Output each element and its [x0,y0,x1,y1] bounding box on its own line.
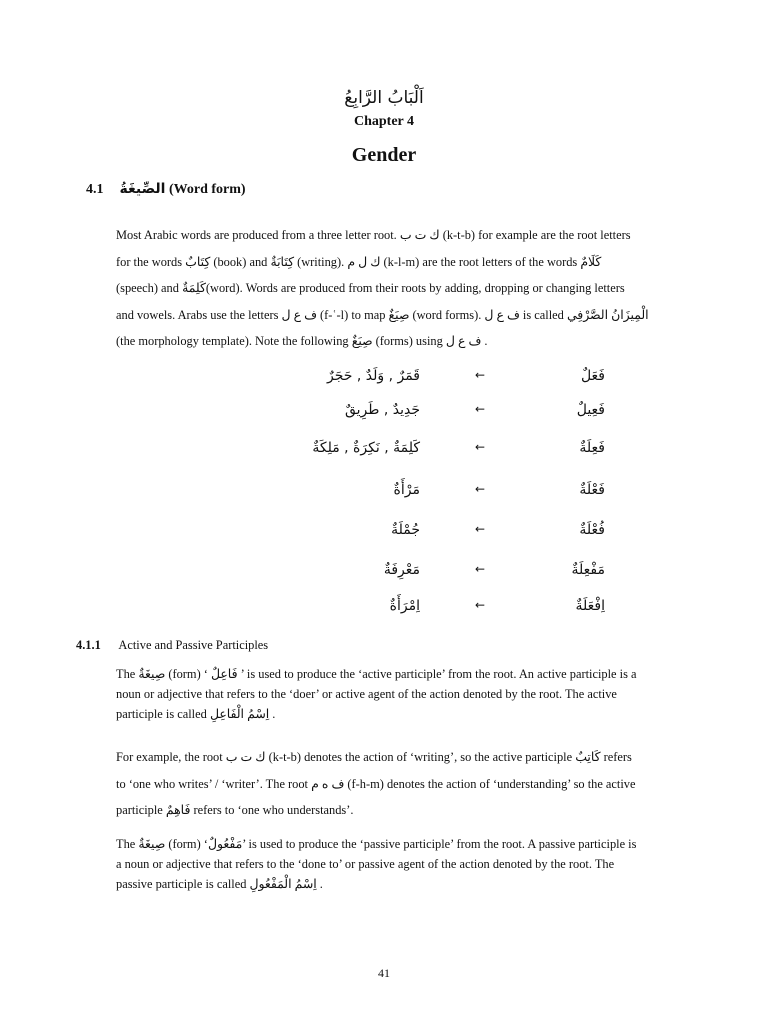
paragraph-line: passive participle is called اِسْمُ الْمَفْعُولِ . [116,877,323,891]
paragraph-line: The صِيغَةٌ (form) ‘ فَاعِلٌ ’ is used to produce the ‘active participle’ from the root. An active participle is a [116,667,637,681]
paragraph-line: Most Arabic words are produced from a three letter root. ك ت ب (k-t-b) for example are the root letters [116,228,631,242]
form-examples: قَمَرٌ , وَلَدٌ , حَجَرٌ [326,368,420,384]
form-examples: اِمْرَأَةٌ [389,598,420,614]
section-english-title: (Word form) [168,182,246,197]
table-row [0,562,768,586]
left-arrow-icon: ← [474,368,486,382]
table-row [0,368,768,392]
left-arrow-icon: ← [474,482,486,496]
left-arrow-icon: ← [474,562,486,576]
form-examples: مَرْأَةٌ [393,482,420,498]
left-arrow-icon: ← [474,522,486,536]
paragraph-line: for the words كِتَابٌ (book) and كِتَابَةٌ (writing). ك ل م (k-l-m) are the root letters of the words كَلَامٌ [116,254,602,269]
section-heading [86,181,246,198]
paragraph-line: The صِيغَةٌ (form) ‘مَفْعُولٌ’ is used to produce the ‘passive participle’ from the root. A passive participle is [116,837,637,851]
paragraph-line: For example, the root ك ت ب (k-t-b) denotes the action of ‘writing’, so the active participle كَاتِبٌ refers [116,750,632,764]
arabic-chapter-title: اَلْبَابُ الرَّابِعُ [344,88,424,108]
section-number: 4.1 [86,182,104,197]
paragraph-line: and vowels. Arabs use the letters ف ع ل (f-ʿ-l) to map صِيَغٌ (word forms). ف ع ل is called الْمِيزَانُ الصَّرْفِي [116,307,649,322]
passive-participle-paragraph [116,834,654,894]
form-examples: جَدِيدٌ , طَرِيقٌ [344,402,420,418]
form-pattern: فُعْلَةٌ [579,522,605,538]
left-arrow-icon: ← [474,440,486,454]
left-arrow-icon: ← [474,402,486,416]
subsection-heading [76,638,268,653]
paragraph-line: to ‘one who writes’ / ‘writer’. The root ف ه م (f-h-m) denotes the action of ‘understanding’ so the active [116,776,636,791]
page-number: 41 [378,966,390,980]
left-arrow-icon: ← [474,598,486,612]
section-arabic-title: الصِّيغَةُ [119,181,166,197]
table-row [0,482,768,506]
form-pattern: اِفْعَلَةٌ [575,598,605,614]
form-examples: كَلِمَةٌ , نَكِرَةٌ , مَلِكَةٌ [312,440,420,456]
form-examples: جُمْلَةٌ [391,522,420,538]
table-row [0,598,768,622]
form-pattern: فَعِيلٌ [576,402,605,418]
form-pattern: فَعَلٌ [580,368,605,384]
paragraph-line: noun or adjective that refers to the ‘doer’ or active agent of the action denoted by the root. The active [116,687,617,701]
intro-paragraph [116,222,654,355]
table-row [0,522,768,546]
form-pattern: مَفْعِلَةٌ [571,562,605,578]
form-pattern: فَعْلَةٌ [579,482,605,498]
example-paragraph [116,744,654,824]
subsection-number: 4.1.1 [76,638,101,652]
table-row [0,440,768,464]
subsection-title: Active and Passive Participles [118,638,269,652]
form-pattern: فَعِلَةٌ [579,440,605,456]
chapter-number: Chapter 4 [353,114,415,129]
active-participle-paragraph [116,664,654,724]
paragraph-line: (speech) and كَلِمَةٌ(word). Words are produced from their roots by adding, dropping or changing letters [116,281,625,295]
paragraph-line: participle is called اِسْمُ الْفَاعِلِ . [116,707,276,721]
table-row [0,402,768,426]
paragraph-line: participle فَاهِمٌ refers to ‘one who understands’. [116,803,354,817]
paragraph-line: (the morphology template). Note the following صِيَغٌ (forms) using ف ع ل . [116,334,488,348]
form-examples: مَعْرِفَةٌ [383,562,420,578]
paragraph-line: a noun or adjective that refers to the ‘done to’ or passive agent of the action denoted by the root. The [116,857,615,871]
chapter-title: Gender [351,144,417,166]
